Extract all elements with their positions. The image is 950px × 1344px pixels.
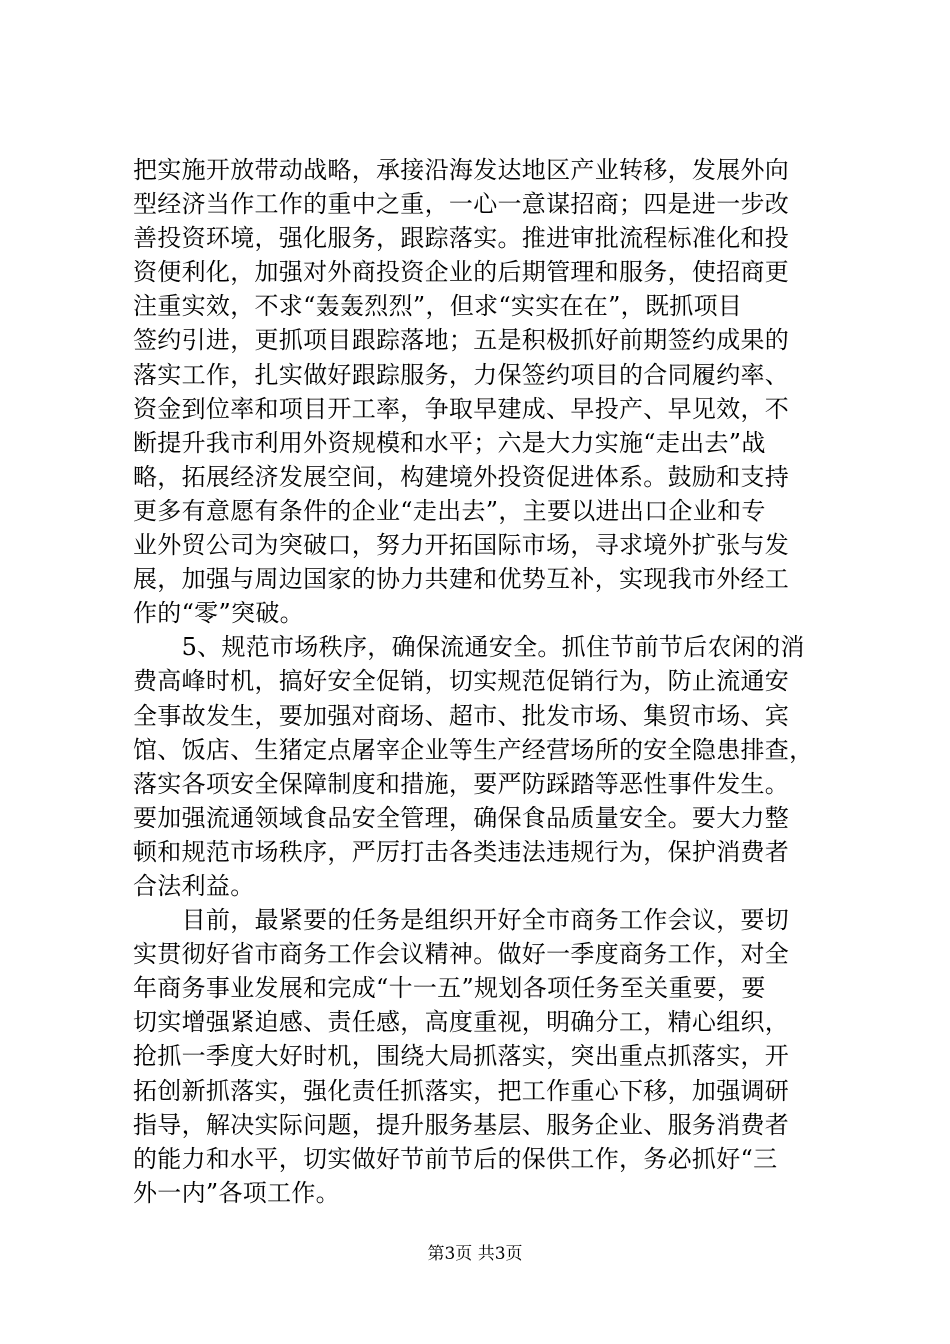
text-line: 费高峰时机，搞好安全促销，切实规范促销行为，防止流通安: [133, 667, 790, 696]
text-line: 业外贸公司为突破口，努力开拓国际市场，寻求境外扩张与发: [133, 531, 790, 560]
text-line: 年商务事业发展和完成“十一五”规划各项任务至关重要，要: [133, 974, 766, 1003]
text-line: 作的“零”突破。: [133, 599, 304, 628]
text-line: 的能力和水平，切实做好节前节后的保供工作，务必抓好“三: [133, 1144, 778, 1173]
text-line: 拓创新抓落实，强化责任抓落实，把工作重心下移，加强调研: [133, 1076, 790, 1105]
text-line: 资金到位率和项目开工率，争取早建成、早投产、早见效，不: [133, 394, 790, 423]
text-line: 注重实效，不求“轰轰烈烈”，但求“实实在在”，既抓项目: [133, 292, 743, 321]
text-line: 目前，最紧要的任务是组织开好全市商务工作会议，要切: [133, 906, 790, 935]
text-line: 实贯彻好省市商务工作会议精神。做好一季度商务工作，对全: [133, 940, 790, 969]
text-line: 善投资环境，强化服务，跟踪落实。推进审批流程标准化和投: [133, 224, 790, 253]
text-line: 断提升我市利用外资规模和水平；六是大力实施“走出去”战: [133, 428, 766, 457]
text-line: 把实施开放带动战略，承接沿海发达地区产业转移，发展外向: [133, 156, 790, 184]
text-line: 更多有意愿有条件的企业“走出去”，主要以进出口企业和专: [133, 496, 766, 525]
text-line: 合法利益。: [133, 871, 255, 900]
text-line: 5、规范市场秩序，确保流通安全。抓住节前节后农闲的消: [133, 633, 805, 662]
text-line: 略，拓展经济发展空间，构建境外投资促进体系。鼓励和支持: [133, 462, 790, 491]
page-number: 第3页 共3页: [427, 1244, 523, 1264]
text-line: 馆、饭店、生猪定点屠宰企业等生产经营场所的安全隐患排查，: [133, 735, 814, 764]
text-line: 全事故发生，要加强对商场、超市、批发市场、集贸市场、宾: [133, 701, 790, 730]
text-line: 落实工作，扎实做好跟踪服务，力保签约项目的合同履约率、: [133, 360, 790, 389]
document-body: [133, 153, 813, 1210]
text-line: 顿和规范市场秩序，严厉打击各类违法违规行为，保护消费者: [133, 837, 790, 866]
text-line: 落实各项安全保障制度和措施，要严防踩踏等恶性事件发生。: [133, 769, 790, 798]
text-line: 展，加强与周边国家的协力共建和优势互补，实现我市外经工: [133, 565, 790, 594]
text-line: 外一内”各项工作。: [133, 1178, 340, 1207]
text-line: 型经济当作工作的重中之重，一心一意谋招商；四是进一步改: [133, 190, 790, 219]
text-line: 抢抓一季度大好时机，围绕大局抓落实，突出重点抓落实，开: [133, 1042, 790, 1071]
text-line: 切实增强紧迫感、责任感，高度重视，明确分工，精心组织，: [133, 1008, 790, 1037]
text-line: 指导，解决实际问题，提升服务基层、服务企业、服务消费者: [133, 1110, 790, 1139]
text-line: 签约引进，更抓项目跟踪落地；五是积极抓好前期签约成果的: [133, 326, 790, 355]
text-line: 资便利化，加强对外商投资企业的后期管理和服务，使招商更: [133, 258, 790, 287]
text-line: 要加强流通领域食品安全管理，确保食品质量安全。要大力整: [133, 803, 790, 832]
page-footer: [0, 1242, 950, 1266]
